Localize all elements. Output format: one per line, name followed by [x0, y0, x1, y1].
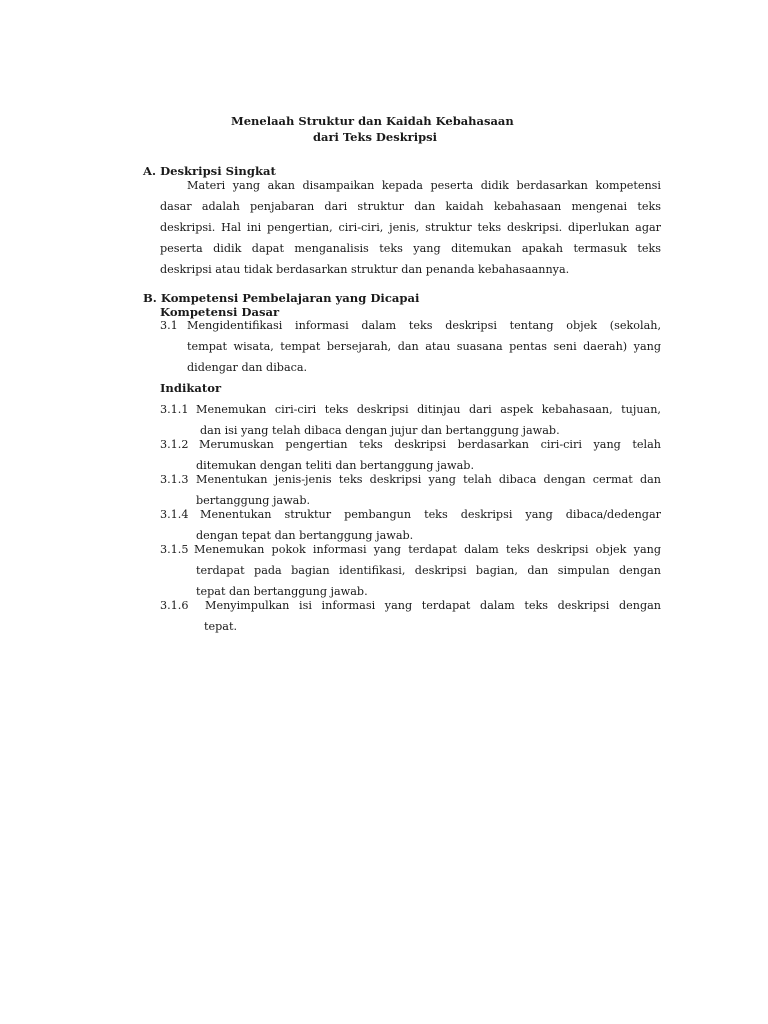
paragraph-line: deskripsi atau tidak berdasarkan struktur dan penanda kebahasaannya. [160, 263, 570, 276]
indikator-heading: Indikator [160, 381, 222, 395]
indikator-number: 3.1.5 [160, 543, 189, 556]
section-b-heading: B. Kompetensi Pembelajaran yang Dicapai [143, 291, 420, 305]
indikator-line: terdapat pada bagian identifikasi, deskripsi bagian, dan simpulan dengan [196, 564, 661, 577]
indikator-line: dan isi yang telah dibaca dengan jujur dan bertanggung jawab. [200, 424, 560, 437]
kd-number: 3.1 [160, 319, 178, 332]
indikator-number: 3.1.3 [160, 473, 189, 486]
indikator-line: Merumuskan pengertian teks deskripsi berdasarkan ciri-ciri yang telah [199, 438, 661, 451]
kd-line: didengar dan dibaca. [187, 361, 308, 374]
indikator-line: tepat. [204, 620, 237, 633]
indikator-line: Menemukan ciri-ciri teks deskripsi ditinjau dari aspek kebahasaan, tujuan, [196, 403, 661, 416]
indikator-number: 3.1.1 [160, 403, 189, 416]
paragraph-line: Materi yang akan disampaikan kepada peserta didik berdasarkan kompetensi [187, 179, 661, 192]
indikator-line: dengan tepat dan bertanggung jawab. [196, 529, 414, 542]
indikator-line: tepat dan bertanggung jawab. [196, 585, 368, 598]
section-a-heading: A. Deskripsi Singkat [143, 164, 276, 178]
indikator-line: Menyimpulkan isi informasi yang terdapat dalam teks deskripsi dengan [205, 599, 661, 612]
paragraph-line: deskripsi. Hal ini pengertian, ciri-ciri, jenis, struktur teks deskripsi. diperlukan agar [160, 221, 661, 234]
indikator-line: Menemukan pokok informasi yang terdapat dalam teks deskripsi objek yang [194, 543, 661, 556]
indikator-number: 3.1.2 [160, 438, 189, 451]
indikator-line: Menentukan jenis-jenis teks deskripsi yang telah dibaca dengan cermat dan [196, 473, 661, 486]
indikator-line: ditemukan dengan teliti dan bertanggung jawab. [196, 459, 475, 472]
document-title-line-2: dari Teks Deskripsi [313, 130, 437, 144]
kd-line: Mengidentifikasi informasi dalam teks deskripsi tentang objek (sekolah, [187, 319, 661, 332]
indikator-line: Menentukan struktur pembangun teks deskripsi yang dibaca/dedengar [200, 508, 661, 521]
document-title-line-1: Menelaah Struktur dan Kaidah Kebahasaan [231, 114, 514, 128]
indikator-number: 3.1.6 [160, 599, 189, 612]
indikator-line: bertanggung jawab. [196, 494, 311, 507]
paragraph-line: peserta didik dapat menganalisis teks yang ditemukan apakah termasuk teks [160, 242, 661, 255]
indikator-number: 3.1.4 [160, 508, 189, 521]
paragraph-line: dasar adalah penjabaran dari struktur dan kaidah kebahasaan mengenai teks [160, 200, 661, 213]
kompetensi-dasar-heading: Kompetensi Dasar [160, 305, 280, 319]
kd-line: tempat wisata, tempat bersejarah, dan atau suasana pentas seni daerah) yang [187, 340, 661, 353]
